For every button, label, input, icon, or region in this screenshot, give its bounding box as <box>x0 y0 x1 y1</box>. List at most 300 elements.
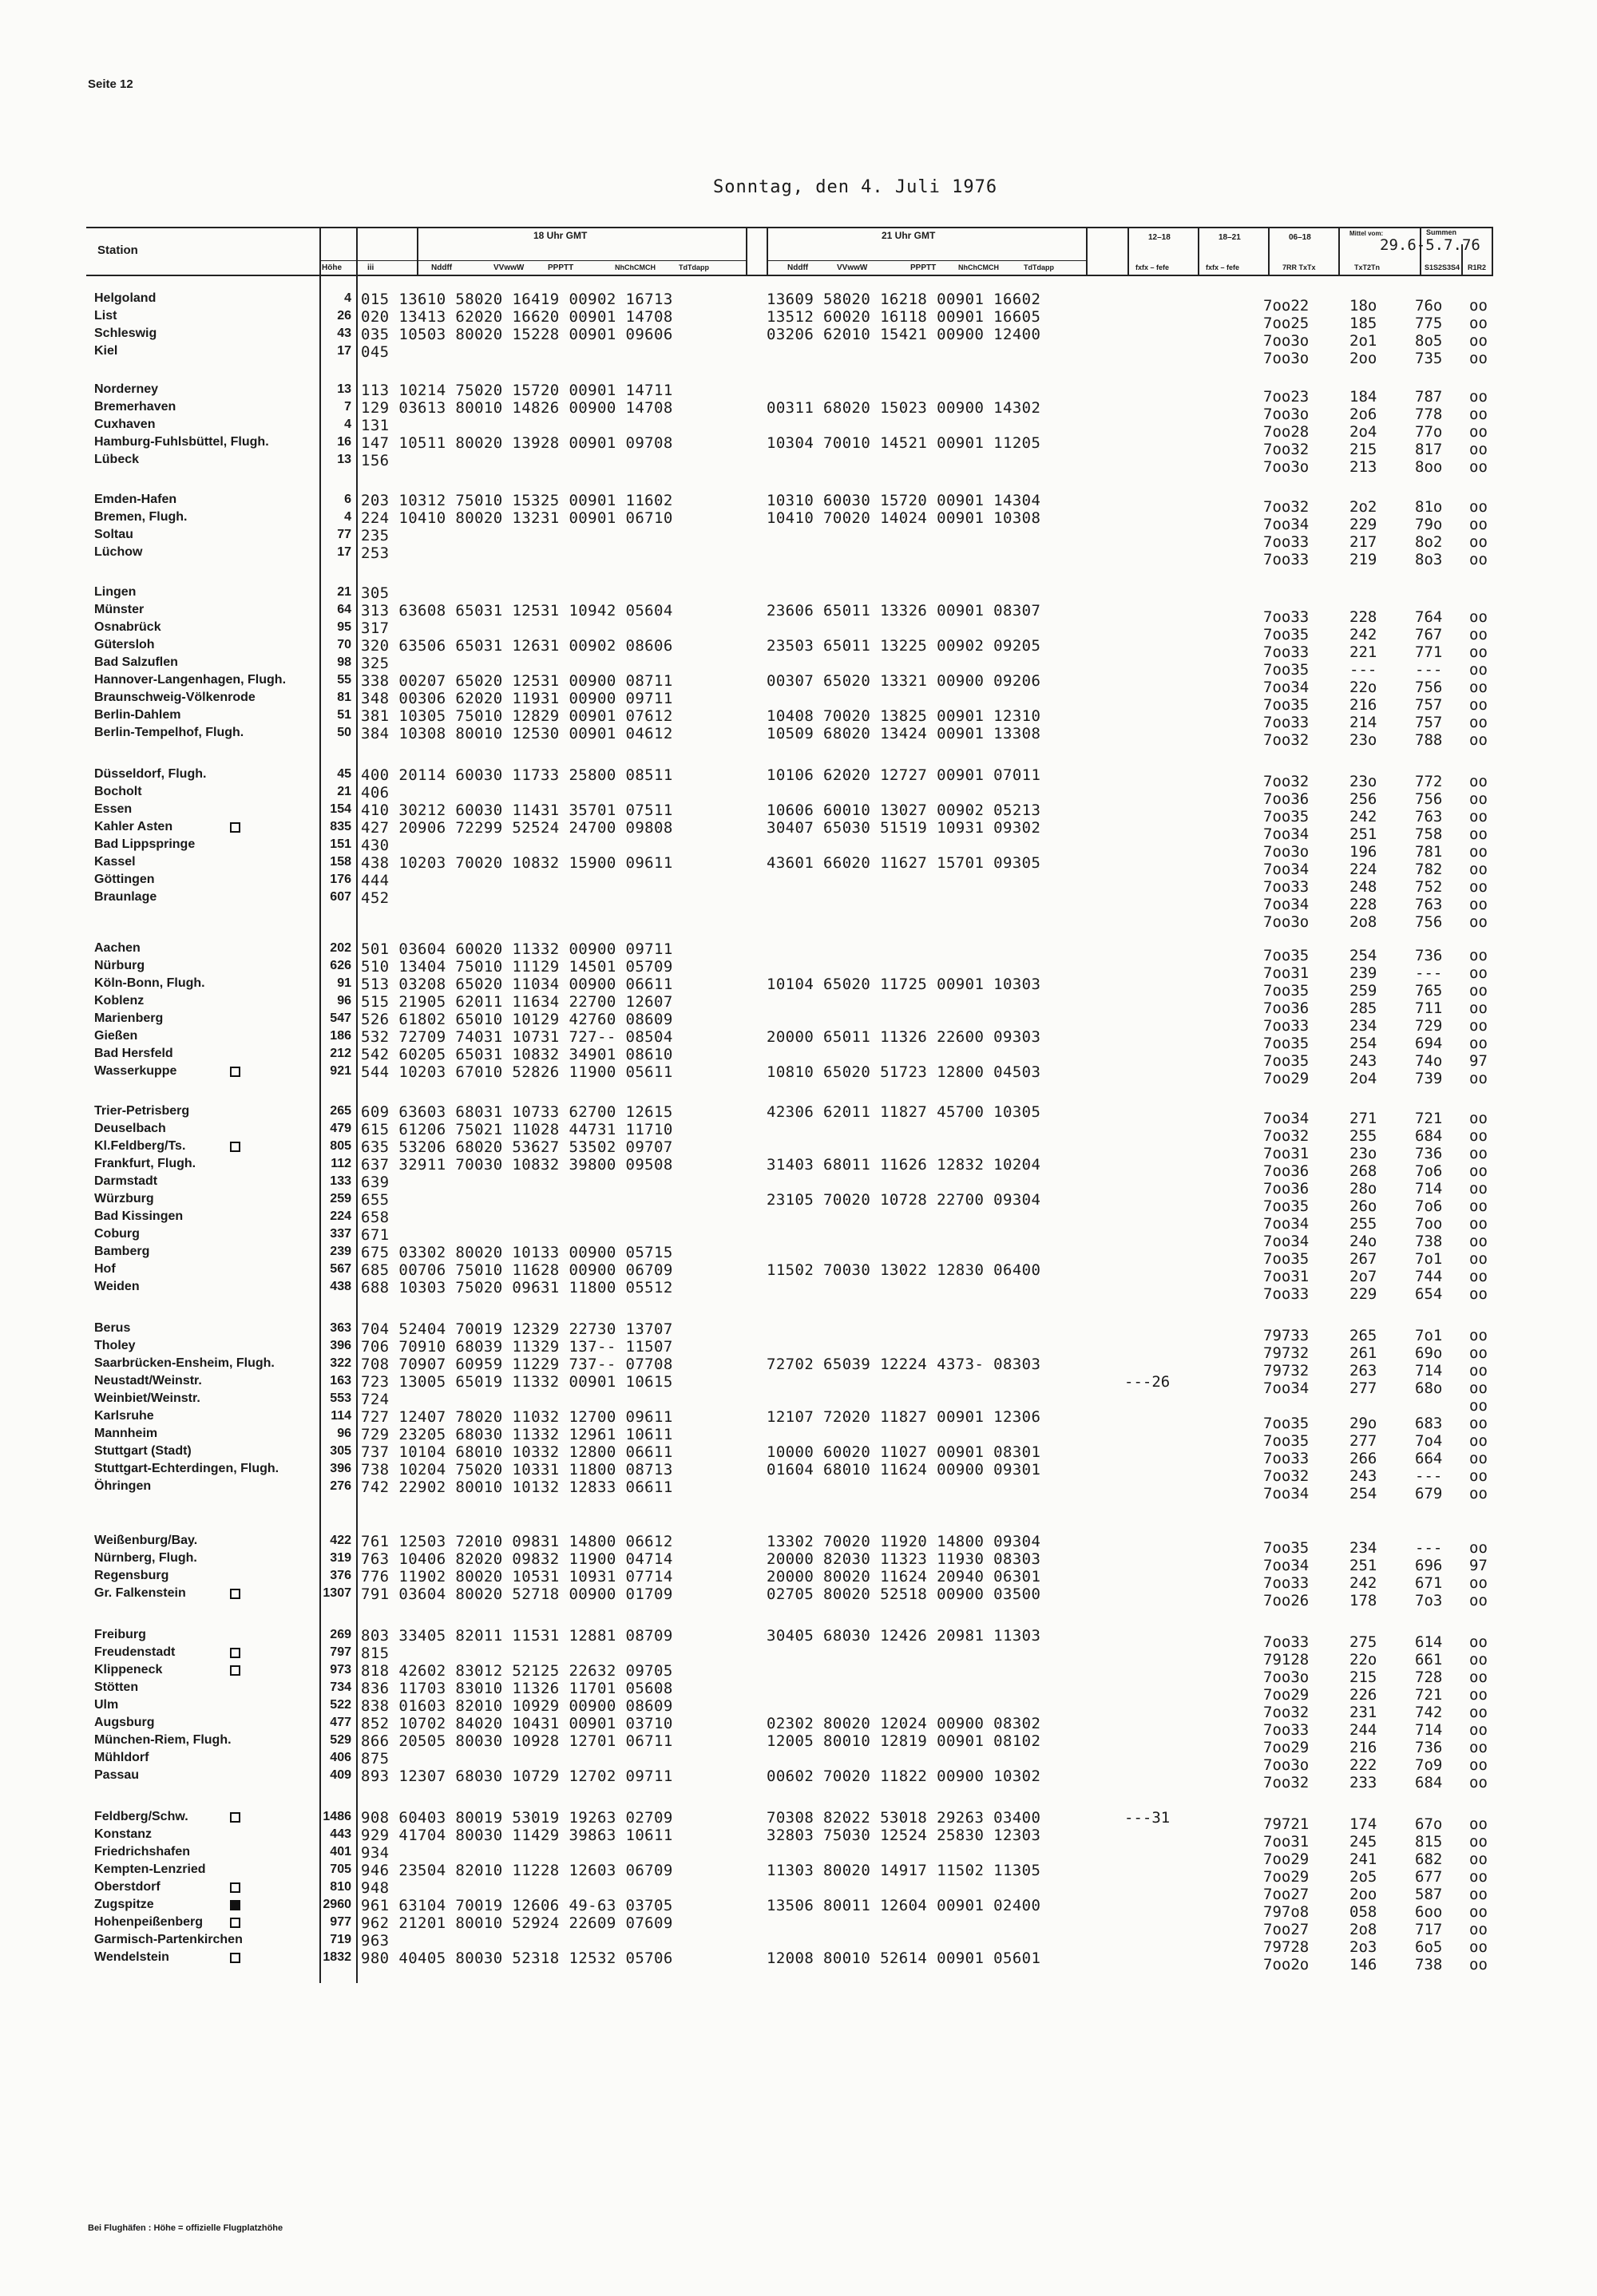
sum-value-3: oo <box>1469 808 1488 825</box>
sum-value-1: 178 <box>1349 1592 1377 1609</box>
obs-18-uhr: 515 21905 62011 11634 22700 12607 <box>361 993 673 1011</box>
mountain-station-marker-icon <box>230 1648 240 1658</box>
mean-value: 7oo32 <box>1263 441 1310 458</box>
sum-value-3: oo <box>1469 1833 1488 1851</box>
sum-value-1: 277 <box>1349 1380 1377 1397</box>
station-name: Bad Lippspringe <box>94 837 196 851</box>
station-name: Norderney <box>94 382 159 396</box>
station-name: Zugspitze <box>94 1898 154 1911</box>
station-name: Nürburg <box>94 959 145 972</box>
sum-value-3: oo <box>1469 843 1488 861</box>
obs-18-uhr: 671 <box>361 1226 390 1244</box>
sum-value-2: 6o5 <box>1415 1938 1443 1956</box>
table-row <box>0 707 1597 731</box>
sum-value-2: 76o <box>1415 297 1443 315</box>
sum-value-1: 2oo <box>1349 1886 1377 1903</box>
station-name: Friedrichshafen <box>94 1845 191 1859</box>
sum-value-2: 694 <box>1415 1035 1443 1052</box>
obs-18-uhr: 384 10308 80010 12530 00901 04612 <box>361 725 673 742</box>
sum-value-2: 8o2 <box>1415 533 1443 551</box>
table-row <box>0 1443 1597 1467</box>
obs-18-uhr: 544 10203 67010 52826 11900 05611 <box>361 1063 673 1081</box>
table-row <box>0 602 1597 626</box>
obs-18-uhr: 035 10503 80020 15228 00901 09606 <box>361 326 673 343</box>
obs-21-uhr: 12008 80010 52614 00901 05601 <box>767 1950 1041 1967</box>
mean-value: 7oo35 <box>1263 661 1310 679</box>
mean-value: 7oo36 <box>1263 790 1310 808</box>
obs-21-uhr: 32803 75030 12524 25830 12303 <box>767 1827 1041 1844</box>
obs-18-uhr: 727 12407 78020 11032 12700 09611 <box>361 1408 673 1426</box>
sum-value-1: 214 <box>1349 714 1377 731</box>
sum-value-2: 721 <box>1415 1686 1443 1704</box>
station-name: Augsburg <box>94 1716 155 1729</box>
sum-value-3: oo <box>1469 1250 1488 1268</box>
mean-value: 7oo33 <box>1263 1633 1310 1651</box>
sum-value-1: 267 <box>1349 1250 1377 1268</box>
station-elevation: 4 <box>344 291 351 305</box>
station-elevation: 921 <box>330 1064 351 1078</box>
sum-value-1: 259 <box>1349 982 1377 1000</box>
obs-18-uhr: 637 32911 70030 10832 39800 09508 <box>361 1156 673 1174</box>
table-row <box>0 1279 1597 1303</box>
sum-value-3: oo <box>1469 1467 1488 1485</box>
table-row <box>0 655 1597 679</box>
sum-value-1: 241 <box>1349 1851 1377 1868</box>
sum-value-3: oo <box>1469 406 1488 423</box>
mountain-station-marker-icon <box>230 1812 240 1823</box>
obs-21-uhr: 02302 80020 12024 00900 08302 <box>767 1715 1041 1732</box>
mean-value: 7oo32 <box>1263 498 1310 516</box>
header-p1821: 18–21 <box>1219 233 1241 242</box>
sum-value-1: 266 <box>1349 1450 1377 1467</box>
table-row <box>0 784 1597 808</box>
table-row <box>0 837 1597 861</box>
sum-value-1: 28o <box>1349 1180 1377 1197</box>
sum-value-2: 711 <box>1415 1000 1443 1017</box>
sum-value-1: 184 <box>1349 388 1377 406</box>
obs-18-uhr: 444 <box>361 872 390 889</box>
table-row <box>0 399 1597 423</box>
sum-value-1: 058 <box>1349 1903 1377 1921</box>
sum-value-1: 2o6 <box>1349 406 1377 423</box>
sum-value-3: oo <box>1469 661 1488 679</box>
mean-value: 7oo32 <box>1263 1467 1310 1485</box>
obs-21-uhr: 10410 70020 14024 00901 10308 <box>767 509 1041 527</box>
station-elevation: 70 <box>337 638 351 651</box>
table-row <box>0 1680 1597 1704</box>
sum-value-1: 2o4 <box>1349 423 1377 441</box>
mean-value: 7oo31 <box>1263 1145 1310 1162</box>
sum-value-2: --- <box>1415 661 1443 679</box>
sum-value-1: 248 <box>1349 878 1377 896</box>
station-elevation: 265 <box>330 1104 351 1118</box>
station-name: Stuttgart (Stadt) <box>94 1444 192 1458</box>
station-name: Marienberg <box>94 1011 164 1025</box>
sum-value-3: oo <box>1469 1633 1488 1651</box>
mean-value: 7oo32 <box>1263 1774 1310 1791</box>
station-elevation: 2960 <box>323 1898 351 1911</box>
mean-value: 7oo36 <box>1263 1162 1310 1180</box>
station-elevation: 835 <box>330 820 351 833</box>
obs-18-uhr: 253 <box>361 544 390 562</box>
sum-value-2: --- <box>1415 964 1443 982</box>
station-elevation: 337 <box>330 1227 351 1241</box>
table-row <box>0 417 1597 441</box>
table-row <box>0 1408 1597 1432</box>
table-row <box>0 1244 1597 1268</box>
obs-18-uhr: 305 <box>361 584 390 602</box>
obs-18-uhr: 381 10305 75010 12829 00901 07612 <box>361 707 673 725</box>
station-name: Hohenpeißenberg <box>94 1915 204 1929</box>
station-elevation: 547 <box>330 1011 351 1025</box>
sum-value-3: oo <box>1469 1774 1488 1791</box>
sum-value-2: 739 <box>1415 1070 1443 1087</box>
station-elevation: 176 <box>330 873 351 886</box>
mean-value: 79128 <box>1263 1651 1310 1669</box>
sum-value-2: 714 <box>1415 1721 1443 1739</box>
obs-18-uhr: 704 52404 70019 12329 22730 13707 <box>361 1320 673 1338</box>
mountain-station-marker-icon <box>230 1589 240 1599</box>
obs-21-uhr: 13609 58020 16218 00901 16602 <box>767 291 1041 308</box>
station-elevation: 443 <box>330 1827 351 1841</box>
sum-value-2: 7o6 <box>1415 1197 1443 1215</box>
sum-value-3: oo <box>1469 516 1488 533</box>
sum-value-3: oo <box>1469 332 1488 350</box>
sum-value-2: 764 <box>1415 608 1443 626</box>
table-row <box>0 1028 1597 1052</box>
station-name: Frankfurt, Flugh. <box>94 1157 196 1170</box>
sum-value-2: 775 <box>1415 315 1443 332</box>
sum-value-2: 654 <box>1415 1285 1443 1303</box>
obs-18-uhr: 675 03302 80020 10133 00900 05715 <box>361 1244 673 1261</box>
sum-value-3: 97 <box>1469 1052 1488 1070</box>
table-row <box>0 1391 1597 1415</box>
obs-21-uhr: 31403 68011 11626 12832 10204 <box>767 1156 1041 1174</box>
obs-18-uhr: 791 03604 80020 52718 00900 01709 <box>361 1585 673 1603</box>
sum-value-1: 243 <box>1349 1052 1377 1070</box>
sum-value-1: 251 <box>1349 1557 1377 1574</box>
station-name: Münster <box>94 603 145 616</box>
table-row <box>0 1932 1597 1956</box>
sum-value-1: 239 <box>1349 964 1377 982</box>
mean-value: 7oo34 <box>1263 1110 1310 1127</box>
sum-value-1: 215 <box>1349 1669 1377 1686</box>
obs-18-uhr: 838 01603 82010 10929 00900 08609 <box>361 1697 673 1715</box>
sum-value-1: 254 <box>1349 1035 1377 1052</box>
station-elevation: 133 <box>330 1174 351 1188</box>
mountain-station-marker-icon <box>230 1067 240 1077</box>
sum-value-3: oo <box>1469 1686 1488 1704</box>
station-elevation: 4 <box>344 510 351 524</box>
header-sub-p1218: fxfx – fefe <box>1135 263 1170 271</box>
sum-value-1: 24o <box>1349 1233 1377 1250</box>
sum-value-1: 196 <box>1349 843 1377 861</box>
sum-value-3: oo <box>1469 297 1488 315</box>
station-elevation: 17 <box>337 545 351 559</box>
station-name: Feldberg/Schw. <box>94 1810 188 1823</box>
station-elevation: 259 <box>330 1192 351 1205</box>
header-p0618: 06–18 <box>1289 233 1311 242</box>
station-name: Kahler Asten <box>94 820 173 833</box>
mean-value: 7oo33 <box>1263 643 1310 661</box>
sum-value-3: oo <box>1469 773 1488 790</box>
table-row <box>0 1103 1597 1127</box>
station-elevation: 977 <box>330 1915 351 1929</box>
mean-value: 7oo3o <box>1263 350 1310 367</box>
sum-value-2: --- <box>1415 1467 1443 1485</box>
sum-value-2: 684 <box>1415 1127 1443 1145</box>
sum-value-2: 736 <box>1415 947 1443 964</box>
obs-18-uhr: 235 <box>361 527 390 544</box>
mean-value: 7oo28 <box>1263 423 1310 441</box>
obs-18-uhr: 818 42602 83012 52125 22632 09705 <box>361 1662 673 1680</box>
sum-value-1: 228 <box>1349 608 1377 626</box>
station-elevation: 376 <box>330 1569 351 1582</box>
obs-21-uhr: 10408 70020 13825 00901 12310 <box>767 707 1041 725</box>
mean-value: 7oo34 <box>1263 825 1310 843</box>
header-mittel-range: 29.6-5.7.76 <box>1380 236 1480 254</box>
obs-18-uhr: 723 13005 65019 11332 00901 10615 <box>361 1373 673 1391</box>
sum-value-2: 787 <box>1415 388 1443 406</box>
sum-value-1: 215 <box>1349 441 1377 458</box>
sum-value-2: 735 <box>1415 350 1443 367</box>
table-row <box>0 802 1597 825</box>
sum-value-1: 251 <box>1349 825 1377 843</box>
table-row <box>0 819 1597 843</box>
mountain-station-filled-marker-icon <box>230 1900 240 1910</box>
sum-value-2: 738 <box>1415 1956 1443 1973</box>
obs-18-uhr: 320 63506 65031 12631 00902 08606 <box>361 637 673 655</box>
station-elevation: 805 <box>330 1139 351 1153</box>
table-row <box>0 1645 1597 1669</box>
table-row <box>0 1862 1597 1886</box>
sum-value-3: oo <box>1469 1397 1488 1415</box>
obs-18-uhr: 020 13413 62020 16620 00901 14708 <box>361 308 673 326</box>
sum-value-2: 757 <box>1415 714 1443 731</box>
station-elevation: 212 <box>330 1047 351 1060</box>
obs-18-uhr: 438 10203 70020 10832 15900 09611 <box>361 854 673 872</box>
mountain-station-marker-icon <box>230 1953 240 1963</box>
sum-value-2: --- <box>1415 1539 1443 1557</box>
station-elevation: 477 <box>330 1716 351 1729</box>
table-row <box>0 993 1597 1017</box>
table-row <box>0 492 1597 516</box>
sum-value-3: oo <box>1469 913 1488 931</box>
station-name: Trier-Petrisberg <box>94 1104 190 1118</box>
table-row <box>0 584 1597 602</box>
station-elevation: 305 <box>330 1444 351 1458</box>
mountain-station-marker-icon <box>230 1882 240 1893</box>
station-elevation: 438 <box>330 1280 351 1293</box>
table-row <box>0 1550 1597 1574</box>
table-row <box>0 1046 1597 1070</box>
sum-value-1: 242 <box>1349 626 1377 643</box>
period-value: ---31 <box>1124 1809 1171 1827</box>
sum-value-1: 2o7 <box>1349 1268 1377 1285</box>
station-name: Düsseldorf, Flugh. <box>94 767 207 781</box>
station-elevation: 202 <box>330 941 351 955</box>
page-title: Sonntag, den 4. Juli 1976 <box>713 177 998 197</box>
sum-value-3: oo <box>1469 896 1488 913</box>
station-elevation: 607 <box>330 890 351 904</box>
station-elevation: 21 <box>337 785 351 798</box>
sum-value-2: 756 <box>1415 679 1443 696</box>
obs-18-uhr: 156 <box>361 452 390 469</box>
station-name: Stuttgart-Echterdingen, Flugh. <box>94 1462 279 1475</box>
table-row <box>0 1732 1597 1756</box>
sum-value-2: 736 <box>1415 1739 1443 1756</box>
sum-value-3: oo <box>1469 1197 1488 1215</box>
mean-value: 7oo27 <box>1263 1886 1310 1903</box>
station-name: Göttingen <box>94 873 155 886</box>
mean-value: 7oo31 <box>1263 1268 1310 1285</box>
mean-value: 7oo34 <box>1263 1215 1310 1233</box>
sum-value-3: oo <box>1469 1592 1488 1609</box>
sum-value-3: oo <box>1469 1921 1488 1938</box>
station-elevation: 154 <box>330 802 351 816</box>
header-21-clouds: NhChCMCH <box>958 263 999 271</box>
sum-value-2: 817 <box>1415 441 1443 458</box>
table-row <box>0 1174 1597 1197</box>
table-row <box>0 620 1597 643</box>
station-elevation: 81 <box>337 691 351 704</box>
sum-value-1: 217 <box>1349 533 1377 551</box>
sum-value-1: 213 <box>1349 458 1377 476</box>
sum-value-2: 696 <box>1415 1557 1443 1574</box>
sum-value-3: oo <box>1469 825 1488 843</box>
obs-18-uhr: 317 <box>361 620 390 637</box>
obs-18-uhr: 129 03613 80010 14826 00900 14708 <box>361 399 673 417</box>
station-name: Garmisch-Partenkirchen <box>94 1933 243 1946</box>
sum-value-3: oo <box>1469 1162 1488 1180</box>
sum-value-3: oo <box>1469 1756 1488 1774</box>
sum-value-3: oo <box>1469 423 1488 441</box>
sum-value-1: 216 <box>1349 696 1377 714</box>
station-name: Mannheim <box>94 1427 158 1440</box>
sum-value-3: oo <box>1469 1110 1488 1127</box>
header-iii: iii <box>367 263 374 272</box>
header-18-vvwww: VVwwW <box>493 263 525 272</box>
sum-value-2: 721 <box>1415 1110 1443 1127</box>
station-elevation: 51 <box>337 708 351 722</box>
obs-18-uhr: 934 <box>361 1844 390 1862</box>
table-row <box>0 1897 1597 1921</box>
station-name: Regensburg <box>94 1569 169 1582</box>
table-row <box>0 854 1597 878</box>
sum-value-1: 23o <box>1349 731 1377 749</box>
station-name: Klippeneck <box>94 1663 163 1676</box>
station-name: Lingen <box>94 585 137 599</box>
table-row <box>0 1138 1597 1162</box>
obs-18-uhr: 929 41704 80030 11429 39863 10611 <box>361 1827 673 1844</box>
station-elevation: 224 <box>330 1209 351 1223</box>
mean-value: 7oo3o <box>1263 406 1310 423</box>
header-21-nddff: Nddff <box>787 263 809 272</box>
station-name: Gießen <box>94 1029 138 1043</box>
station-elevation: 1307 <box>323 1586 351 1600</box>
header-sub-p1821: fxfx – fefe <box>1206 263 1240 271</box>
mean-value: 7oo34 <box>1263 1557 1310 1574</box>
header-18-nddff: Nddff <box>431 263 453 272</box>
station-name: Würzburg <box>94 1192 154 1205</box>
station-name: Ulm <box>94 1698 119 1712</box>
sum-value-3: oo <box>1469 1539 1488 1557</box>
obs-21-uhr: 11303 80020 14917 11502 11305 <box>767 1862 1041 1879</box>
obs-21-uhr: 10304 70010 14521 00901 11205 <box>767 434 1041 452</box>
mountain-station-marker-icon <box>230 1918 240 1928</box>
table-row <box>0 527 1597 551</box>
station-elevation: 151 <box>330 837 351 851</box>
table-row <box>0 958 1597 982</box>
obs-18-uhr: 963 <box>361 1932 390 1950</box>
station-name: Darmstadt <box>94 1174 158 1188</box>
obs-21-uhr: 30405 68030 12426 20981 11303 <box>767 1627 1041 1645</box>
sum-value-3: oo <box>1469 1886 1488 1903</box>
sum-value-1: 268 <box>1349 1162 1377 1180</box>
station-name: Hamburg-Fuhlsbüttel, Flugh. <box>94 435 269 449</box>
table-row <box>0 1844 1597 1868</box>
mean-value: 7oo25 <box>1263 315 1310 332</box>
sum-value-2: 714 <box>1415 1362 1443 1380</box>
station-name: Essen <box>94 802 133 816</box>
station-name: Kl.Feldberg/Ts. <box>94 1139 186 1153</box>
station-elevation: 363 <box>330 1321 351 1335</box>
sum-value-3: oo <box>1469 1285 1488 1303</box>
obs-18-uhr: 147 10511 80020 13928 00901 09708 <box>361 434 673 452</box>
sum-value-3: oo <box>1469 1574 1488 1592</box>
obs-21-uhr: 42306 62011 11827 45700 10305 <box>767 1103 1041 1121</box>
station-elevation: 973 <box>330 1663 351 1676</box>
sum-value-3: oo <box>1469 878 1488 896</box>
table-row <box>0 1373 1597 1397</box>
table-row <box>0 1715 1597 1739</box>
mountain-station-marker-icon <box>230 822 240 833</box>
sum-value-3: oo <box>1469 533 1488 551</box>
header-18-uhr: 18 Uhr GMT <box>533 230 588 241</box>
mean-value: 7oo32 <box>1263 1704 1310 1721</box>
obs-18-uhr: 452 <box>361 889 390 907</box>
station-elevation: 163 <box>330 1374 351 1387</box>
sum-value-3: oo <box>1469 964 1488 982</box>
obs-18-uhr: 015 13610 58020 16419 00902 16713 <box>361 291 673 308</box>
sum-value-2: 6oo <box>1415 1903 1443 1921</box>
sum-value-1: 2o2 <box>1349 498 1377 516</box>
sum-value-2: 744 <box>1415 1268 1443 1285</box>
sum-value-3: oo <box>1469 350 1488 367</box>
sum-value-1: 244 <box>1349 1721 1377 1739</box>
station-name: Kiel <box>94 344 118 358</box>
sum-value-3: oo <box>1469 1017 1488 1035</box>
station-name: Bremerhaven <box>94 400 176 414</box>
obs-18-uhr: 658 <box>361 1209 390 1226</box>
sum-value-2: 74o <box>1415 1052 1443 1070</box>
sum-value-3: oo <box>1469 608 1488 626</box>
obs-18-uhr: 738 10204 75020 10331 11800 08713 <box>361 1461 673 1479</box>
obs-21-uhr: 12107 72020 11827 00901 12306 <box>767 1408 1041 1426</box>
sum-value-2: 69o <box>1415 1344 1443 1362</box>
sum-value-3: oo <box>1469 458 1488 476</box>
sum-value-2: 7o3 <box>1415 1592 1443 1609</box>
obs-18-uhr: 501 03604 60020 11332 00900 09711 <box>361 940 673 958</box>
table-row <box>0 1533 1597 1557</box>
station-name: Weinbiet/Weinstr. <box>94 1391 200 1405</box>
obs-18-uhr: 836 11703 83010 11326 11701 05608 <box>361 1680 673 1697</box>
mean-value: 7oo3o <box>1263 913 1310 931</box>
header-18-ppptt: PPPTT <box>548 263 574 272</box>
table-row <box>0 1226 1597 1250</box>
table-row <box>0 1461 1597 1485</box>
table-row <box>0 1121 1597 1145</box>
